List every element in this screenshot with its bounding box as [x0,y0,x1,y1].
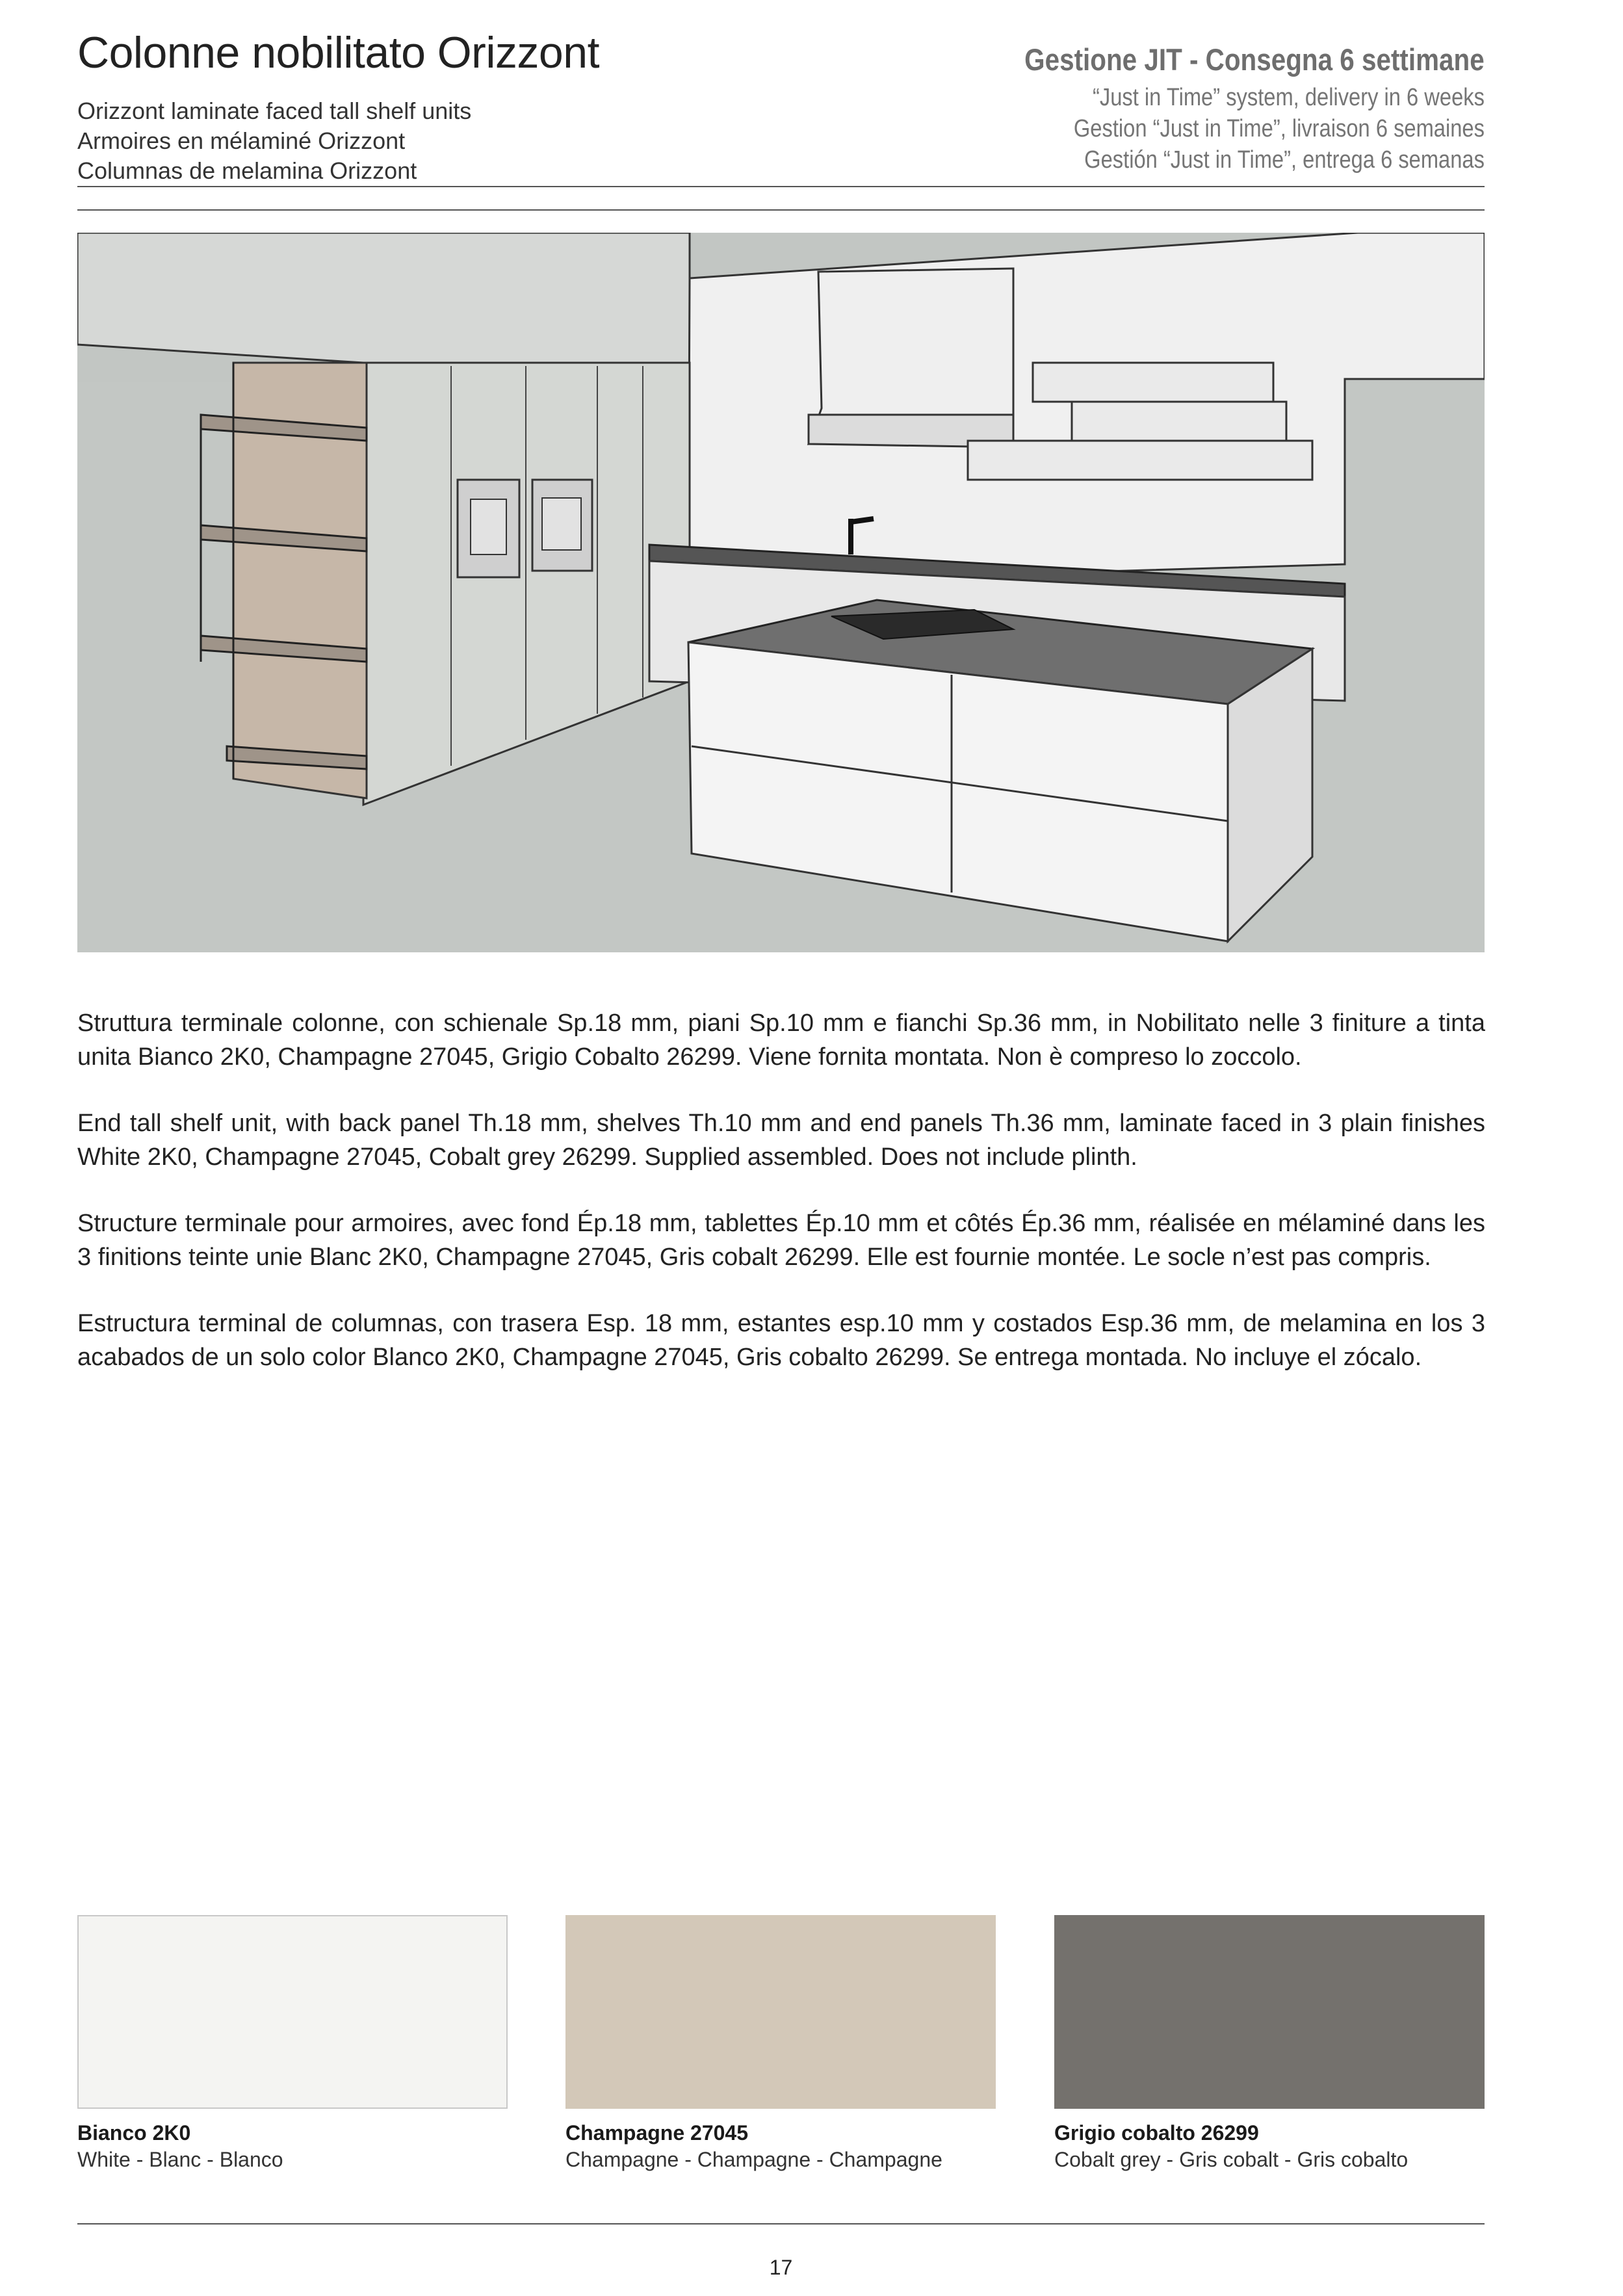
subtitle-english: Orizzont laminate faced tall shelf units [77,98,472,124]
jit-delivery-lines [1007,82,1485,176]
subtitle-spanish: Columnas de melamina Orizzont [77,157,417,184]
jit-delivery-title: Gestione JIT - Consegna 6 settimane [1024,42,1485,77]
description-italian: Struttura terminale colonne, con schienale Sp.18 mm, piani Sp.10 mm e fianchi Sp.36 mm, in Nobilitato nelle 3 finiture a tinta unita Bianco 2K0, Champagne 27045, Grigio Cobalto 26299. Viene fornita montata. Non è compreso lo zoccolo. [77,1010,1485,1071]
page-number: 17 [769,2256,793,2279]
swatch-bianco-translations: White - Blanc - Blanco [77,2148,283,2171]
swatch-bianco-name: Bianco 2K0 [77,2121,191,2145]
jit-line-spanish: Gestión “Just in Time”, entrega 6 semanas [1084,146,1485,174]
footer-divider [77,2223,1485,2224]
swatch-champagne-translations: Champagne - Champagne - Champagne [565,2148,942,2171]
subtitle-french: Armoires en mélaminé Orizzont [77,127,406,154]
swatch-grigio-cobalto-translations: Cobalt grey - Gris cobalt - Gris cobalto [1054,2148,1409,2171]
description-french: Structure terminale pour armoires, avec fond Ép.18 mm, tablettes Ép.10 mm et côtés Ép.36 mm, réalisée en mélaminé dans les 3 finitions teinte unie Blanc 2K0, Champagne 27045, Gris cobalt 26299. Elle est fournie montée. Le socle n’est pas compris. [77,1210,1485,1271]
description-english: End tall shelf unit, with back panel Th.18 mm, shelves Th.10 mm and end panels Th.36 mm, laminate faced in 3 plain finishes White 2K0, Champagne 27045, Cobalt grey 26299. Supplied assembled. Does not include plinth. [77,1110,1485,1171]
description-text [77,1006,1485,1407]
description-spanish: Estructura terminal de columnas, con trasera Esp. 18 mm, estantes esp.10 mm y costados Esp.36 mm, de melamina en los 3 acabados de un solo color Blanco 2K0, Champagne 27045, Gris cobalto 26299. Se entrega montada. No incluye el zócalo. [77,1310,1485,1371]
page-title: Colonne nobilitato Orizzont [77,28,599,77]
swatch-grigio-cobalto-name: Grigio cobalto 26299 [1054,2121,1259,2145]
kitchen-illustration [77,233,1485,952]
swatch-grigio-cobalto [1054,1915,1485,2109]
swatch-champagne-name: Champagne 27045 [565,2121,749,2145]
header-divider [77,186,1485,187]
jit-line-french: Gestion “Just in Time”, livraison 6 semaines [1073,115,1485,142]
swatch-champagne [565,1915,996,2109]
jit-line-english: “Just in Time” system, delivery in 6 weeks [1093,84,1485,111]
swatch-bianco [77,1915,508,2109]
header-divider-lower [77,209,1485,211]
subtitle-list [77,96,471,186]
